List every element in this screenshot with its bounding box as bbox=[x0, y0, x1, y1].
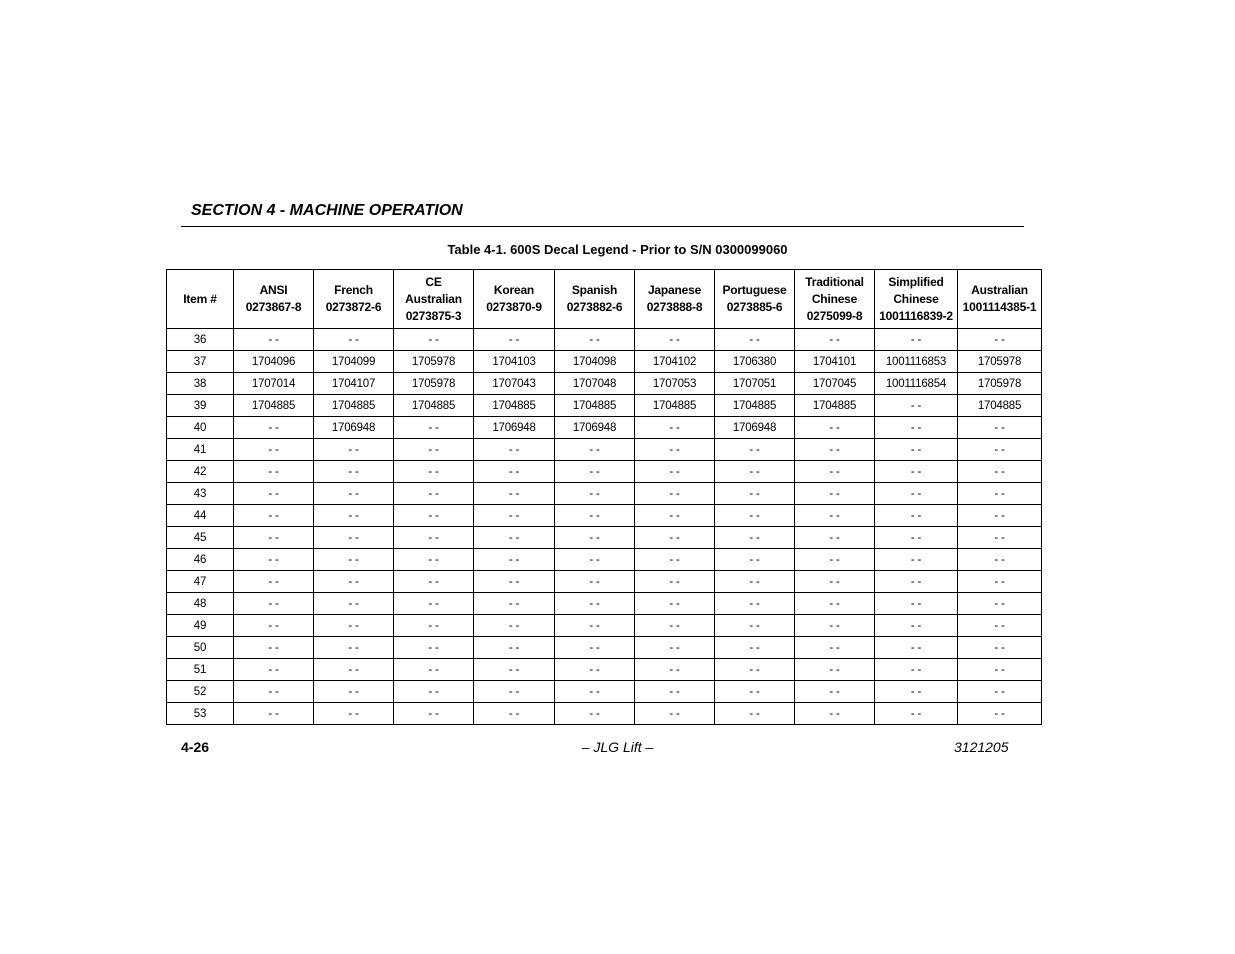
part-number-cell: - - bbox=[715, 593, 795, 615]
part-number-cell: - - bbox=[958, 483, 1042, 505]
part-number-cell: - - bbox=[875, 395, 958, 417]
part-number-cell: - - bbox=[394, 659, 474, 681]
item-number-cell: 37 bbox=[167, 351, 234, 373]
part-number-cell: 1706948 bbox=[314, 417, 394, 439]
item-number-cell: 43 bbox=[167, 483, 234, 505]
part-number-cell: 1704885 bbox=[314, 395, 394, 417]
part-number-cell: - - bbox=[635, 703, 715, 725]
part-number-cell: - - bbox=[314, 615, 394, 637]
part-number-cell: - - bbox=[474, 703, 555, 725]
column-header-line: Simplified bbox=[888, 274, 944, 289]
part-number-cell: - - bbox=[795, 681, 875, 703]
item-number-cell: 51 bbox=[167, 659, 234, 681]
part-number-cell: 1704885 bbox=[715, 395, 795, 417]
part-number-cell: - - bbox=[958, 571, 1042, 593]
part-number-cell: - - bbox=[875, 483, 958, 505]
part-number-cell: - - bbox=[314, 637, 394, 659]
part-number-cell: - - bbox=[234, 527, 314, 549]
part-number-cell: - - bbox=[555, 659, 635, 681]
part-number-cell: - - bbox=[958, 417, 1042, 439]
part-number-cell: - - bbox=[555, 549, 635, 571]
part-number-cell: - - bbox=[555, 681, 635, 703]
part-number-cell: - - bbox=[795, 571, 875, 593]
part-number-cell: - - bbox=[715, 681, 795, 703]
part-number-cell: - - bbox=[234, 637, 314, 659]
part-number-cell: - - bbox=[875, 659, 958, 681]
part-number-cell: 1704885 bbox=[795, 395, 875, 417]
part-number-cell: - - bbox=[715, 637, 795, 659]
part-number-cell: 1704099 bbox=[314, 351, 394, 373]
part-number-cell: - - bbox=[875, 329, 958, 351]
part-number-cell: - - bbox=[474, 439, 555, 461]
column-header-line: 0273875-3 bbox=[405, 308, 462, 323]
part-number-cell: - - bbox=[635, 615, 715, 637]
column-header bbox=[394, 270, 474, 329]
item-number-cell: 46 bbox=[167, 549, 234, 571]
table-row bbox=[167, 351, 1042, 373]
part-number-cell: - - bbox=[795, 461, 875, 483]
part-number-cell: - - bbox=[635, 461, 715, 483]
item-number-cell: 42 bbox=[167, 461, 234, 483]
part-number-cell: - - bbox=[394, 681, 474, 703]
part-number-cell: - - bbox=[715, 527, 795, 549]
table-row bbox=[167, 439, 1042, 461]
part-number-cell: 1705978 bbox=[958, 351, 1042, 373]
column-header-line: Korean bbox=[493, 283, 535, 297]
part-number-cell: - - bbox=[474, 461, 555, 483]
part-number-cell: 1707051 bbox=[715, 373, 795, 395]
table-row bbox=[167, 659, 1042, 681]
item-number-cell: 36 bbox=[167, 329, 234, 351]
part-number-cell: - - bbox=[314, 681, 394, 703]
column-header-line: 1001114385-1 bbox=[962, 300, 1037, 314]
part-number-cell: 1704885 bbox=[958, 395, 1042, 417]
part-number-cell: - - bbox=[635, 571, 715, 593]
table-row bbox=[167, 593, 1042, 615]
part-number-cell: - - bbox=[555, 593, 635, 615]
part-number-cell: - - bbox=[314, 527, 394, 549]
part-number-cell: - - bbox=[394, 505, 474, 527]
part-number-cell: - - bbox=[715, 461, 795, 483]
part-number-cell: - - bbox=[715, 703, 795, 725]
part-number-cell: 1706948 bbox=[474, 417, 555, 439]
part-number-cell: - - bbox=[635, 329, 715, 351]
column-header-line: Traditional bbox=[805, 274, 864, 289]
part-number-cell: - - bbox=[715, 659, 795, 681]
part-number-cell: 1001116854 bbox=[875, 373, 958, 395]
item-number-cell: 53 bbox=[167, 703, 234, 725]
part-number-cell: - - bbox=[394, 527, 474, 549]
column-header-line: 0273867-8 bbox=[245, 300, 302, 314]
part-number-cell: - - bbox=[795, 637, 875, 659]
part-number-cell: - - bbox=[875, 527, 958, 549]
part-number-cell: - - bbox=[474, 659, 555, 681]
part-number-cell: - - bbox=[234, 571, 314, 593]
column-header-line: Chinese bbox=[893, 291, 939, 306]
part-number-cell: - - bbox=[394, 593, 474, 615]
table-row bbox=[167, 373, 1042, 395]
part-number-cell: 1706948 bbox=[715, 417, 795, 439]
part-number-cell: - - bbox=[234, 615, 314, 637]
part-number-cell: - - bbox=[555, 637, 635, 659]
part-number-cell: 1704101 bbox=[795, 351, 875, 373]
part-number-cell: - - bbox=[635, 681, 715, 703]
item-number-cell: 44 bbox=[167, 505, 234, 527]
section-title: SECTION 4 - MACHINE OPERATION bbox=[191, 202, 463, 219]
column-header-line: 0273870-9 bbox=[486, 300, 542, 314]
part-number-cell: 1704098 bbox=[555, 351, 635, 373]
part-number-cell: - - bbox=[394, 461, 474, 483]
table-header-row bbox=[167, 270, 1042, 329]
part-number-cell: - - bbox=[715, 571, 795, 593]
column-header bbox=[958, 270, 1042, 329]
part-number-cell: 1704103 bbox=[474, 351, 555, 373]
part-number-cell: - - bbox=[555, 329, 635, 351]
table-row bbox=[167, 483, 1042, 505]
part-number-cell: 1704885 bbox=[555, 395, 635, 417]
table-row bbox=[167, 681, 1042, 703]
column-header-line: Australian bbox=[405, 291, 462, 306]
part-number-cell: - - bbox=[555, 571, 635, 593]
part-number-cell: - - bbox=[875, 505, 958, 527]
part-number-cell: - - bbox=[314, 461, 394, 483]
section-divider bbox=[181, 226, 1024, 227]
column-header-line: CE bbox=[425, 274, 442, 289]
part-number-cell: - - bbox=[555, 615, 635, 637]
part-number-cell: - - bbox=[555, 703, 635, 725]
part-number-cell: - - bbox=[314, 329, 394, 351]
part-number-cell: - - bbox=[234, 417, 314, 439]
part-number-cell: - - bbox=[394, 637, 474, 659]
part-number-cell: - - bbox=[875, 615, 958, 637]
column-header-line: 0275099-8 bbox=[806, 308, 863, 323]
column-header-line: Item # bbox=[183, 291, 217, 306]
part-number-cell: - - bbox=[875, 637, 958, 659]
part-number-cell: - - bbox=[795, 439, 875, 461]
part-number-cell: - - bbox=[474, 549, 555, 571]
part-number-cell: - - bbox=[394, 483, 474, 505]
part-number-cell: 1705978 bbox=[394, 373, 474, 395]
part-number-cell: - - bbox=[234, 703, 314, 725]
column-header-line: 0273888-8 bbox=[646, 300, 703, 314]
part-number-cell: - - bbox=[715, 439, 795, 461]
table-row bbox=[167, 395, 1042, 417]
part-number-cell: - - bbox=[795, 505, 875, 527]
item-number-cell: 40 bbox=[167, 417, 234, 439]
part-number-cell: - - bbox=[635, 593, 715, 615]
part-number-cell: - - bbox=[635, 549, 715, 571]
part-number-cell: 1704107 bbox=[314, 373, 394, 395]
part-number-cell: - - bbox=[314, 571, 394, 593]
part-number-cell: - - bbox=[234, 593, 314, 615]
part-number-cell: 1704885 bbox=[234, 395, 314, 417]
part-number-cell: - - bbox=[234, 461, 314, 483]
part-number-cell: - - bbox=[234, 439, 314, 461]
part-number-cell: - - bbox=[474, 637, 555, 659]
part-number-cell: - - bbox=[234, 549, 314, 571]
table-row bbox=[167, 703, 1042, 725]
part-number-cell: - - bbox=[875, 461, 958, 483]
part-number-cell: - - bbox=[314, 703, 394, 725]
part-number-cell: - - bbox=[394, 571, 474, 593]
part-number-cell: - - bbox=[394, 439, 474, 461]
part-number-cell: - - bbox=[474, 527, 555, 549]
part-number-cell: - - bbox=[958, 681, 1042, 703]
part-number-cell: - - bbox=[474, 615, 555, 637]
part-number-cell: - - bbox=[314, 483, 394, 505]
column-header bbox=[167, 270, 234, 329]
part-number-cell: 1704102 bbox=[635, 351, 715, 373]
part-number-cell: - - bbox=[474, 571, 555, 593]
part-number-cell: - - bbox=[795, 615, 875, 637]
column-header-line: Japanese bbox=[647, 283, 702, 297]
part-number-cell: - - bbox=[234, 659, 314, 681]
part-number-cell: 1704885 bbox=[394, 395, 474, 417]
page-number: 4-26 bbox=[181, 739, 210, 755]
part-number-cell: - - bbox=[394, 329, 474, 351]
part-number-cell: - - bbox=[875, 417, 958, 439]
part-number-cell: - - bbox=[635, 483, 715, 505]
part-number-cell: - - bbox=[715, 615, 795, 637]
table-row bbox=[167, 417, 1042, 439]
part-number-cell: 1704096 bbox=[234, 351, 314, 373]
part-number-cell: - - bbox=[234, 483, 314, 505]
part-number-cell: - - bbox=[958, 505, 1042, 527]
part-number-cell: - - bbox=[394, 549, 474, 571]
table-row bbox=[167, 329, 1042, 351]
table-row bbox=[167, 527, 1042, 549]
column-header bbox=[314, 270, 394, 329]
part-number-cell: - - bbox=[635, 417, 715, 439]
part-number-cell: - - bbox=[394, 615, 474, 637]
part-number-cell: - - bbox=[314, 659, 394, 681]
column-header-line: Spanish bbox=[571, 283, 618, 297]
part-number-cell: - - bbox=[795, 659, 875, 681]
table-row bbox=[167, 571, 1042, 593]
part-number-cell: - - bbox=[715, 549, 795, 571]
table-caption: Table 4-1. 600S Decal Legend - Prior to S/N 0300099060 bbox=[447, 242, 788, 257]
part-number-cell: 1704885 bbox=[474, 395, 555, 417]
part-number-cell: - - bbox=[795, 329, 875, 351]
part-number-cell: - - bbox=[394, 417, 474, 439]
part-number-cell: - - bbox=[875, 439, 958, 461]
part-number-cell: - - bbox=[715, 505, 795, 527]
part-number-cell: 1705978 bbox=[958, 373, 1042, 395]
part-number-cell: 1704885 bbox=[635, 395, 715, 417]
part-number-cell: - - bbox=[555, 505, 635, 527]
part-number-cell: - - bbox=[474, 329, 555, 351]
part-number-cell: - - bbox=[875, 593, 958, 615]
part-number-cell: - - bbox=[958, 527, 1042, 549]
part-number-cell: - - bbox=[795, 703, 875, 725]
part-number-cell: - - bbox=[234, 505, 314, 527]
part-number-cell: - - bbox=[958, 439, 1042, 461]
part-number-cell: - - bbox=[958, 615, 1042, 637]
part-number-cell: - - bbox=[795, 483, 875, 505]
part-number-cell: 1705978 bbox=[394, 351, 474, 373]
part-number-cell: - - bbox=[234, 329, 314, 351]
part-number-cell: - - bbox=[474, 483, 555, 505]
item-number-cell: 50 bbox=[167, 637, 234, 659]
part-number-cell: - - bbox=[314, 439, 394, 461]
part-number-cell: - - bbox=[635, 659, 715, 681]
column-header-line: 0273885-6 bbox=[726, 300, 783, 314]
part-number-cell: 1707048 bbox=[555, 373, 635, 395]
part-number-cell: - - bbox=[875, 703, 958, 725]
part-number-cell: - - bbox=[635, 439, 715, 461]
table-row bbox=[167, 549, 1042, 571]
item-number-cell: 41 bbox=[167, 439, 234, 461]
column-header-line: Portuguese bbox=[722, 283, 787, 297]
item-number-cell: 45 bbox=[167, 527, 234, 549]
part-number-cell: - - bbox=[715, 483, 795, 505]
part-number-cell: - - bbox=[314, 593, 394, 615]
document-number: 3121205 bbox=[954, 739, 1009, 755]
part-number-cell: - - bbox=[958, 549, 1042, 571]
part-number-cell: - - bbox=[635, 505, 715, 527]
part-number-cell: 1001116853 bbox=[875, 351, 958, 373]
column-header-line: 1001116839-2 bbox=[879, 308, 953, 323]
part-number-cell: 1707053 bbox=[635, 373, 715, 395]
part-number-cell: - - bbox=[958, 461, 1042, 483]
part-number-cell: - - bbox=[715, 329, 795, 351]
column-header-line: Chinese bbox=[811, 291, 858, 306]
part-number-cell: - - bbox=[234, 681, 314, 703]
part-number-cell: - - bbox=[394, 703, 474, 725]
item-number-cell: 52 bbox=[167, 681, 234, 703]
part-number-cell: - - bbox=[474, 681, 555, 703]
part-number-cell: 1707045 bbox=[795, 373, 875, 395]
part-number-cell: - - bbox=[958, 703, 1042, 725]
part-number-cell: - - bbox=[555, 483, 635, 505]
column-header bbox=[635, 270, 715, 329]
part-number-cell: - - bbox=[314, 505, 394, 527]
part-number-cell: - - bbox=[555, 527, 635, 549]
decal-legend-table bbox=[166, 269, 1042, 725]
part-number-cell: 1706380 bbox=[715, 351, 795, 373]
column-header-line: Australian bbox=[971, 283, 1028, 297]
part-number-cell: - - bbox=[555, 461, 635, 483]
part-number-cell: 1706948 bbox=[555, 417, 635, 439]
part-number-cell: - - bbox=[958, 637, 1042, 659]
column-header-line: 0273872-6 bbox=[325, 300, 382, 314]
item-number-cell: 48 bbox=[167, 593, 234, 615]
table-body bbox=[167, 329, 1042, 725]
part-number-cell: - - bbox=[474, 593, 555, 615]
part-number-cell: 1707014 bbox=[234, 373, 314, 395]
part-number-cell: - - bbox=[795, 417, 875, 439]
item-number-cell: 38 bbox=[167, 373, 234, 395]
part-number-cell: - - bbox=[635, 637, 715, 659]
item-number-cell: 49 bbox=[167, 615, 234, 637]
part-number-cell: - - bbox=[795, 527, 875, 549]
part-number-cell: - - bbox=[314, 549, 394, 571]
part-number-cell: - - bbox=[635, 527, 715, 549]
column-header-line: ANSI bbox=[259, 283, 288, 297]
column-header-line: French bbox=[334, 283, 373, 297]
table-row bbox=[167, 615, 1042, 637]
part-number-cell: 1707043 bbox=[474, 373, 555, 395]
item-number-cell: 39 bbox=[167, 395, 234, 417]
table-row bbox=[167, 461, 1042, 483]
column-header bbox=[474, 270, 555, 329]
footer-publisher: – JLG Lift – bbox=[581, 739, 654, 755]
item-number-cell: 47 bbox=[167, 571, 234, 593]
part-number-cell: - - bbox=[875, 571, 958, 593]
column-header bbox=[795, 270, 875, 329]
part-number-cell: - - bbox=[555, 439, 635, 461]
part-number-cell: - - bbox=[795, 593, 875, 615]
part-number-cell: - - bbox=[795, 549, 875, 571]
column-header bbox=[875, 270, 958, 329]
part-number-cell: - - bbox=[958, 329, 1042, 351]
part-number-cell: - - bbox=[875, 549, 958, 571]
part-number-cell: - - bbox=[958, 659, 1042, 681]
part-number-cell: - - bbox=[958, 593, 1042, 615]
column-header bbox=[715, 270, 795, 329]
column-header bbox=[555, 270, 635, 329]
part-number-cell: - - bbox=[474, 505, 555, 527]
part-number-cell: - - bbox=[875, 681, 958, 703]
table-row bbox=[167, 637, 1042, 659]
table-row bbox=[167, 505, 1042, 527]
column-header-line: 0273882-6 bbox=[566, 300, 623, 314]
column-header bbox=[234, 270, 314, 329]
